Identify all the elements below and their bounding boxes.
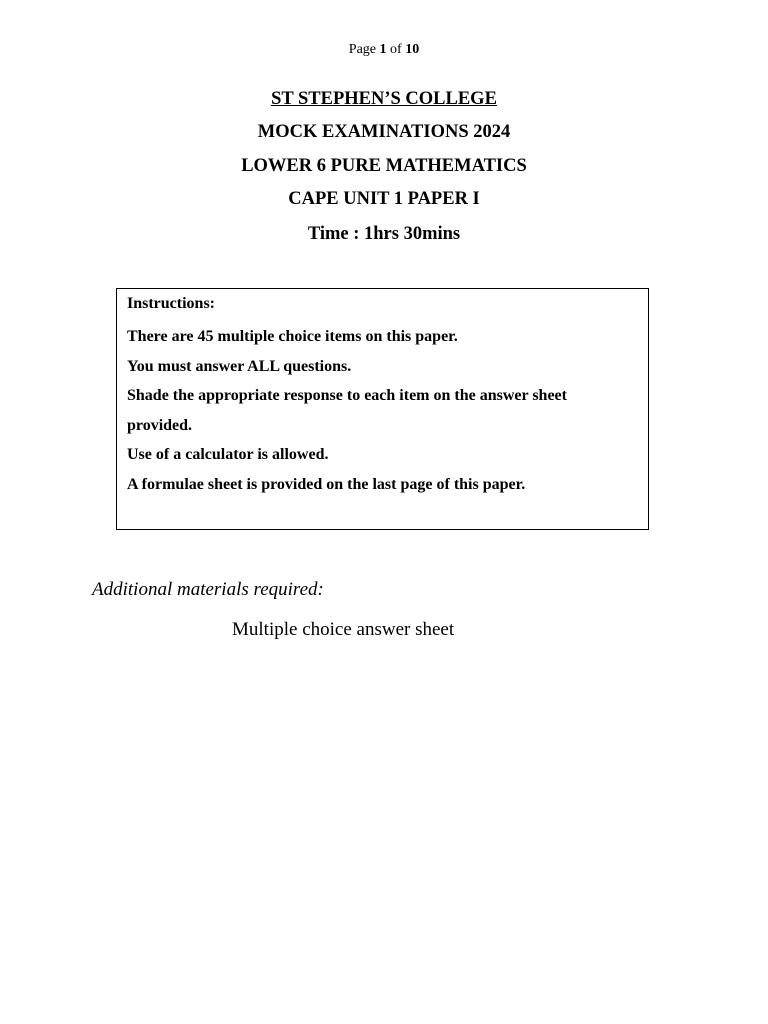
page-number-prefix: Page: [348, 42, 377, 57]
instruction-line: provided.: [127, 416, 193, 434]
additional-materials-label: Additional materials required:: [92, 579, 324, 600]
unit-paper-title: CAPE UNIT 1 PAPER I: [288, 189, 480, 209]
page-number-current: 1: [379, 42, 387, 57]
additional-material-item: Multiple choice answer sheet: [232, 619, 455, 640]
instruction-line: Use of a calculator is allowed.: [127, 446, 329, 463]
instruction-line: A formulae sheet is provided on the last page of this paper.: [127, 475, 526, 493]
subject-title: LOWER 6 PURE MATHEMATICS: [241, 156, 527, 176]
instruction-line: There are 45 multiple choice items on this paper.: [127, 328, 458, 345]
instruction-line: Shade the appropriate response to each item on the answer sheet: [127, 387, 567, 404]
page-number-total: 10: [405, 42, 420, 57]
page-number: [0, 42, 768, 58]
exam-duration: Time : 1hrs 30mins: [307, 224, 461, 244]
instruction-line: You must answer ALL questions.: [127, 357, 352, 375]
exam-title: MOCK EXAMINATIONS 2024: [257, 122, 511, 142]
instructions-box: [116, 288, 649, 530]
page-number-separator: of: [390, 42, 402, 57]
instructions-title: Instructions:: [127, 295, 216, 312]
college-name: ST STEPHEN’S COLLEGE: [271, 89, 497, 109]
